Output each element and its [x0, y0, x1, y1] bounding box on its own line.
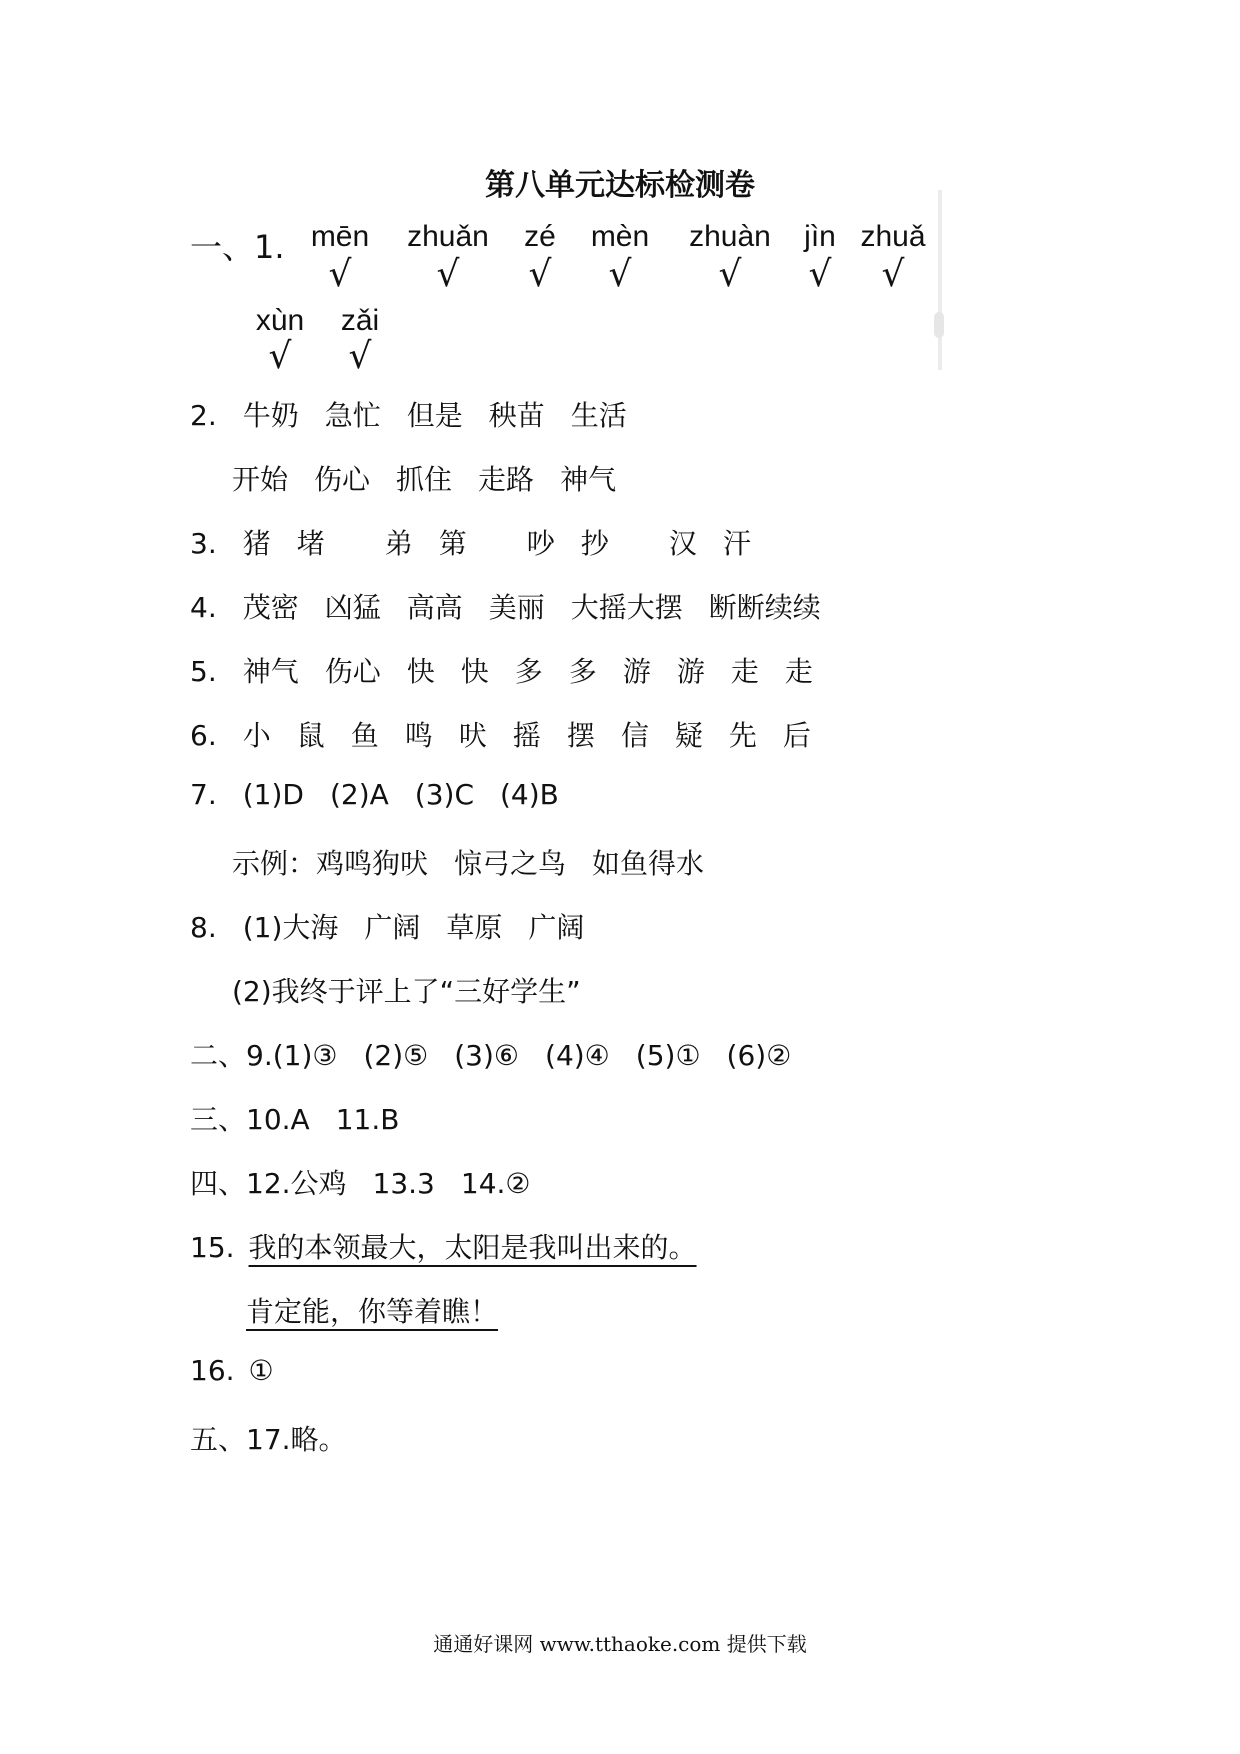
- answer: 14.②: [460, 1167, 531, 1200]
- idiom: 惊弓之鸟: [454, 847, 567, 880]
- q6-line: [190, 714, 837, 754]
- q8-line2: (2)我终于评上了“三好学生”: [232, 975, 581, 1008]
- check-mark: √: [528, 254, 552, 295]
- word: 秧苗: [488, 399, 545, 432]
- char: 先: [728, 719, 757, 752]
- char: 吠: [458, 719, 487, 752]
- answer: 11.B: [335, 1103, 400, 1136]
- pinyin: mēn: [310, 220, 370, 253]
- answer: (3)⑥: [454, 1039, 520, 1072]
- char: 走: [784, 655, 813, 688]
- word: 走路: [478, 463, 535, 496]
- q2-line1: [190, 394, 653, 434]
- pinyin: zǎi: [340, 304, 380, 337]
- check-mark: √: [718, 254, 742, 295]
- char: 猪: [242, 527, 271, 560]
- pinyin: zhuǎn: [407, 220, 489, 253]
- answer: 13.3: [372, 1167, 435, 1200]
- check-mark: √: [436, 254, 460, 295]
- char: 鼠: [296, 719, 325, 752]
- q5-line: [190, 650, 839, 690]
- word: 高高: [406, 591, 463, 624]
- word: (1)大海: [242, 911, 339, 944]
- q5-label: 5.: [190, 655, 217, 688]
- char: 抄: [580, 527, 609, 560]
- q3-line: [190, 522, 777, 562]
- q7-example: [232, 842, 730, 882]
- word: 凶猛: [324, 591, 381, 624]
- q9-line: [190, 1034, 817, 1074]
- char: 走: [730, 655, 759, 688]
- q7-label: 7.: [190, 778, 217, 811]
- answer: (4)B: [500, 778, 559, 811]
- answer: (1)D: [242, 778, 304, 811]
- pinyin: jìn: [804, 220, 836, 253]
- answer: (2)⑤: [363, 1039, 429, 1072]
- check-mark: √: [608, 254, 632, 295]
- q9-label: 二、9.: [190, 1039, 273, 1072]
- example-label: 示例：: [232, 847, 317, 880]
- q6-label: 6.: [190, 719, 217, 752]
- word: 伤心: [314, 463, 371, 496]
- word: 大摇大摆: [570, 591, 683, 624]
- q15-line2: [246, 1290, 498, 1330]
- q17-line: 五、17.略。: [190, 1423, 347, 1456]
- scan-edge-mark: [938, 190, 942, 370]
- answer: (1)③: [272, 1039, 338, 1072]
- check-mark: √: [808, 254, 832, 295]
- word: 抓住: [396, 463, 453, 496]
- char: 摇: [512, 719, 541, 752]
- char: 堵: [296, 527, 325, 560]
- char: 后: [782, 719, 811, 752]
- scan-edge-blot: [934, 312, 944, 338]
- answer: ①: [248, 1354, 274, 1387]
- char: 汉: [668, 527, 697, 560]
- q12-label: 四、12.公鸡: [190, 1167, 347, 1200]
- q2-label: 2.: [190, 399, 217, 432]
- q16-label: 16.: [190, 1354, 235, 1387]
- word: 神气: [560, 463, 617, 496]
- pinyin: zhuǎ: [860, 220, 926, 253]
- word: 生活: [570, 399, 627, 432]
- word: 但是: [406, 399, 463, 432]
- check-mark: √: [268, 336, 292, 377]
- q12-line: [190, 1162, 557, 1202]
- answer: (4)④: [545, 1039, 610, 1072]
- q8-label: 8.: [190, 911, 217, 944]
- q10-label: 三、10.A: [190, 1103, 310, 1136]
- q2-line2: [232, 458, 642, 498]
- char: 快: [460, 655, 489, 688]
- check-mark: √: [328, 254, 352, 295]
- char: 小: [242, 719, 271, 752]
- q16-line: [190, 1354, 274, 1387]
- check-mark: √: [881, 254, 905, 295]
- char: 信: [620, 719, 649, 752]
- word: 伤心: [324, 655, 381, 688]
- q15-answer-2: 肯定能，你等着瞧！: [246, 1295, 499, 1328]
- page-title: 第八单元达标检测卷: [485, 168, 755, 203]
- char: 鸣: [404, 719, 433, 752]
- answer: (6)②: [726, 1039, 792, 1072]
- answer: (3)C: [414, 778, 474, 811]
- char: 疑: [674, 719, 703, 752]
- word: 神气: [242, 655, 299, 688]
- q3-label: 3.: [190, 527, 217, 560]
- char: 快: [406, 655, 435, 688]
- check-mark: √: [348, 336, 372, 377]
- q10-line: [190, 1098, 425, 1138]
- word: 断断续续: [708, 591, 821, 624]
- char: 游: [622, 655, 651, 688]
- pinyin: mèn: [590, 220, 650, 253]
- q4-line: [190, 586, 847, 626]
- char: 弟: [384, 527, 413, 560]
- char: 摆: [566, 719, 595, 752]
- word: 开始: [232, 463, 289, 496]
- char: 吵: [526, 527, 555, 560]
- word: 美丽: [488, 591, 545, 624]
- char: 第: [438, 527, 467, 560]
- q8-line1: [190, 906, 610, 946]
- word: 广阔: [364, 911, 421, 944]
- char: 鱼: [350, 719, 379, 752]
- char: 汗: [722, 527, 751, 560]
- word: 牛奶: [242, 399, 299, 432]
- word: 茂密: [242, 591, 299, 624]
- answer: (2)A: [329, 778, 389, 811]
- char: 多: [514, 655, 543, 688]
- pinyin: zhuàn: [689, 220, 771, 253]
- char: 游: [676, 655, 705, 688]
- q1-label: 一、1.: [190, 228, 285, 266]
- idiom: 如鱼得水: [592, 847, 705, 880]
- answer: (5)①: [635, 1039, 701, 1072]
- q15-line1: [190, 1226, 697, 1266]
- q15-answer-1: 我的本领最大，太阳是我叫出来的。: [248, 1231, 697, 1264]
- char: 多: [568, 655, 597, 688]
- word: 草原: [446, 911, 503, 944]
- footer-source: 通通好课网 www.tthaoke.com 提供下载: [433, 1632, 807, 1656]
- q4-label: 4.: [190, 591, 217, 624]
- word: 广阔: [528, 911, 585, 944]
- q15-label: 15.: [190, 1231, 235, 1264]
- idiom: 鸡鸣狗吠: [316, 847, 429, 880]
- pinyin: zé: [524, 220, 556, 253]
- pinyin: xùn: [255, 304, 305, 337]
- q7-line: [190, 778, 585, 811]
- word: 急忙: [324, 399, 381, 432]
